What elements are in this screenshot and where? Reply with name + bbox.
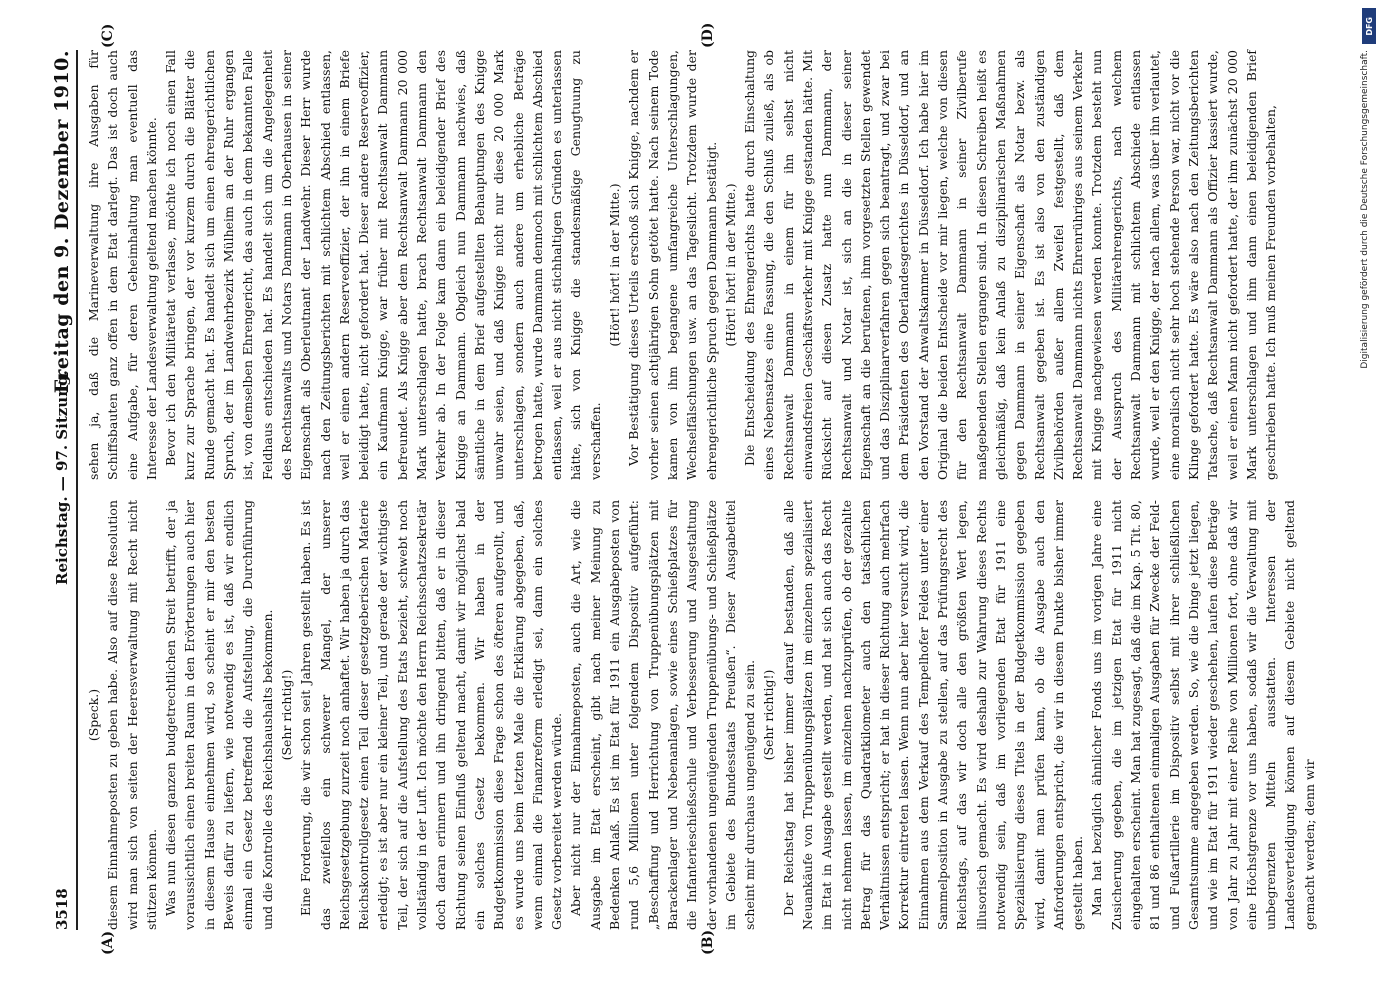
digitization-note: Digitalisierung gefördert durch die Deutsche Forschungsgemeinschaft. <box>1360 50 1370 369</box>
paragraph: Aber nicht nur der Einnahmeposten, auch die Art, wie die Ausgabe im Etat erscheint, gibt nach meiner Meinung zu Bedenken Anlaß. Es ist im Etat für 1911 ein Ausgabeposten von rund 5,6 Millionen unter folgendem Dispositiv aufgeführt: „Beschaffung und Herrichtung von Truppenübungsplätzen mit Barackenlager und Nebenanlagen, sowie eines Schießplatzes für die Infanterieschießschule und Verbesserung und Ausgestaltung der vorhandenen ungenügenden Truppenübungs- und Schießplätze im Gebiete des Bundesstaats Preußen“. Dieser Ausgabetitel scheint mir durchaus ungenügend zu sein. <box>568 500 758 930</box>
session-title: Reichstag. — 97. Sitzung. <box>53 370 71 585</box>
margin-marker-b: (B) <box>700 929 716 955</box>
paragraph: Was nun diesen ganzen budgetrechtlichen Streit betrifft, der ja voraussichtlich einen breiten Raum in den Erörterungen auch hier in diesem Hause einnehmen wird, so scheint er mir den besten Beweis dafür zu liefern, wie notwendig es ist, daß wir endlich einmal ein Gesetz betreffend die Aufstellung, die Durchführung und die Kontrolle des Reichshaushalts bekommen. <box>163 500 275 930</box>
interjection: (Hört! hört! in der Mitte.) <box>607 183 623 347</box>
paragraph: diesem Einnahmeposten zu geben habe. Also auf diese Resolution wird man sich von seiten der Heeresverwaltung mit Recht nicht stützen können. <box>105 500 159 930</box>
paragraph: Die Entscheidung des Ehrengerichts hatte durch Einschaltung eines Nebensatzes eine Fassung, die den Schluß zuließ, als ob Rechtsanwalt Dammann in einem für ihn selbst nicht einwandsfreien Geschäftsverkehr mit Knigge gestanden hätte. Mit Rücksicht auf diesen Zusatz hatte nun Dammann, der Rechtsanwalt und Notar ist, sich an die in dieser seiner Eigenschaft an die berufenen, ihm vorgesetzten Stellen gewendet und das Disziplinarverfahren gegen sich beantragt, und zwar bei dem Präsidenten des Oberlandesgerichtes in Düsseldorf, und an den Vorstand der Anwaltskammer in Düsseldorf. Ich habe hier im Original die beiden Entscheide vor mir liegen, welche von diesen für den Rechtsanwalt Dammann in seiner Zivilberufe maßgebenden Stellen ergangen sind. In diesen Schreiben heißt es gleichmäßig, daß kein Anlaß zu disziplinarischen Maßnahmen gegen Dammann in seiner Eigenschaft als Notar bezw. als Rechtsanwalt gegeben ist. Es ist also von den zuständigen Zivilbehörden außer allem Zweifel festgestellt, daß dem Rechtsanwalt Dammann nichts Ehrenrühriges aus seinem Verkehr mit Knigge nachgewiesen werden konnte. Trotzdem besteht nun der Ausspruch des Militärehrengerichts, nach welchem Rechtsanwalt Dammann mit schlichtem Abschiede entlassen wurde, weil er den Knigge, der nach allem, was über ihn verlautet, eine moralisch nicht sehr hoch stehende Person war, nicht vor die Klinge gefordert hatte. Es wäre also nach den Zeitungsberichten Tatsache, daß Rechtsanwalt Dammann als Offizier kassiert wurde, weil er einen Mann nicht gefordert hatte, der ihm zunächst 20 000 Mark unterschlagen und ihm dann einen beleidigenden Brief geschrieben hatte. Ich muß meinen Freunden vorbehalten, <box>742 50 1279 480</box>
paragraph: Vor Bestätigung dieses Urteils erschoß sich Knigge, nachdem er vorher seinen achtjährigen Sohn getötet hatte. Nach seinem Tode kamen von ihm begangene umfangreiche Unterschlagungen, Wechselfälschungen usw. an das Tageslicht. Trotzdem wurde der ehrengerichtliche Spruch gegen Dammann bestätigt. <box>626 50 719 480</box>
dfg-logo: DFG <box>1362 8 1376 44</box>
paragraph: Der Reichstag hat bisher immer darauf bestanden, daß alle Neuankäufe von Truppenübungsplätzen im einzelnen spezialisiert im Etat in Ausgabe gestellt werden, und hat sich auch das Recht nicht nehmen lassen, im einzelnen nachzuprüfen, ob der gezahlte Betrag für das Quadratkilometer auch den tatsächlichen Verhältnissen entspricht; er hat in dieser Richtung auch mehrfach Korrektur eintreten lassen. Wenn nun aber hier versucht wird, die Einnahmen aus dem Verkauf des Tempelhofer Feldes unter einer Sammelposition in Ausgabe zu stellen, auf das Prüfungsrecht des Reichstags, auf das wir doch alle den größten Wert legen, illusorisch gemacht. Es wird deshalb zur Wahrung dieses Rechts notwendig sein, daß im vorliegenden Etat für 1911 eine Spezialisierung dieses Titels in der Budgetkommission gegeben wird, damit man prüfen kann, ob die Ausgabe auch den Anforderungen entspricht, die wir in diesem Punkte bisher immer gestellt haben. <box>780 500 1086 930</box>
page-number: 3518 <box>53 888 71 930</box>
paragraph: Man hat bezüglich ähnlicher Fonds uns im vorigen Jahre eine Zusicherung gegeben, die im jetzigen Etat für 1911 nicht eingehalten erscheint. Man hat zugesagt, daß die im Kap. 5 Tit. 80, 81 und 86 enthaltenen einmaligen Ausgaben für Zwecke der Feld- und Fußartillerie im Dispositiv selbst mit ihrer schließlichen Gesamtsumme angegeben werden. So, wie die Dinge jetzt liegen, und wie im Etat für 1911 wieder geschehen, laufen diese Beträge von Jahr zu Jahr mit einer Reihe von Millionen fort, ohne daß wir eine Höchstgrenze vor uns haben, sodaß wir die Verwaltung mit unbegrenzten Mitteln ausstatten. Interessen der Landesverteidigung können auf diesem Gebiete nicht geltend gemacht werden; denn wir <box>1089 500 1317 930</box>
interjection: (Sehr richtig!) <box>278 669 294 761</box>
interjection: (Hört! hört! in der Mitte.) <box>722 183 738 347</box>
session-date: Freitag den 9. Dezember 1910. <box>51 50 73 394</box>
interjection: (Sehr richtig!) <box>761 669 777 761</box>
margin-marker-d: (D) <box>700 22 716 48</box>
right-column <box>84 50 1304 480</box>
paragraph: Bevor ich den Militäretat verlasse, möchte ich noch einen Fall kurz zur Sprache bringen, der vor kurzem durch die Blätter die Runde gemacht hat. Es handelt sich um einen ehrengerichtlichen Spruch, der im Landwehrbezirk Mülheim an der Ruhr ergangen ist, von demselben Ehrengericht, das auch in dem bekannten Falle Feldhaus entschieden hat. Es handelt sich um die Angelegenheit des Rechtsanwalts und Notars Dammann in Oberhausen in seiner Eigenschaft als Oberleutnant der Landwehr. Dieser Herr wurde nach den Zeitungsberichten mit schlichtem Abschied entlassen, weil er einen andern Reserveoffizier, der ihn in einem Briefe beleidigt hatte, nicht gefordert hat. Dieser andere Reserveoffizier, ein Kaufmann Knigge, war früher mit Rechtsanwalt Dammann befreundet. Als Knigge aber dem Rechtsanwalt Dammann 20 000 Mark unterschlagen hatte, brach Rechtsanwalt Dammann den Verkehr ab. In der Folge kam dann ein beleidigender Brief des Knigge an Dammann. Obgleich nun Dammann nachwies, daß sämtliche in dem Brief aufgestellten Behauptungen des Knigge unwahr seien, und daß Knigge nicht nur diese 20 000 Mark unterschlagen, sondern auch andere um erhebliche Beträge betrogen hatte, wurde Dammann dennoch mit schlichtem Abschied entlassen, weil er aus nicht stichhaltigen Gründen es unterlassen hätte, sich von Knigge die standesmäßige Genugtuung zu verschaffen. <box>163 50 603 480</box>
paragraph: Eine Forderung, die wir schon seit Jahren gestellt haben. Es ist das zweifellos ein schwerer Mangel, der unserer Reichsgesetzgebung zurzeit noch anhaftet. Wir haben ja durch das Reichskontrollgesetz einen Teil dieser gesetzgeberischen Materie erledigt; es ist aber nur ein kleiner Teil, und gerade der wichtigste Teil, der sich auf die Aufstellung des Etats bezieht, schwebt noch vollständig in der Luft. Ich möchte den Herrn Reichsschatzsekretär doch daran erinnern und ihn dringend bitten, daß er in dieser Richtung seinen Einfluß geltend macht, damit wir möglichst bald ein solches Gesetz bekommen. Wir haben in der Budgetkommission diese Frage schon des öfteren aufgerollt, und es wurde uns beim letzten Male die Erklärung abgegeben, daß, wenn einmal die Finanzreform erledigt sei, dann ein solches Gesetz vorbereitet werden würde. <box>298 500 565 930</box>
margin-marker-a: (A) <box>100 930 116 955</box>
speaker-note: (Speck.) <box>86 688 101 742</box>
page-header <box>48 50 78 930</box>
paragraph: sehen ja, daß die Marineverwaltung ihre Ausgaben für Schiffsbauten ganz offen in dem Etat darlegt. Das ist doch auch eine Aufgabe, für deren Geheimhaltung man eventuell das Interesse der Landesverwaltung geltend machen könnte. <box>86 50 159 480</box>
margin-marker-c: (C) <box>100 23 116 48</box>
left-column <box>84 500 1317 930</box>
text-columns <box>84 50 1317 930</box>
